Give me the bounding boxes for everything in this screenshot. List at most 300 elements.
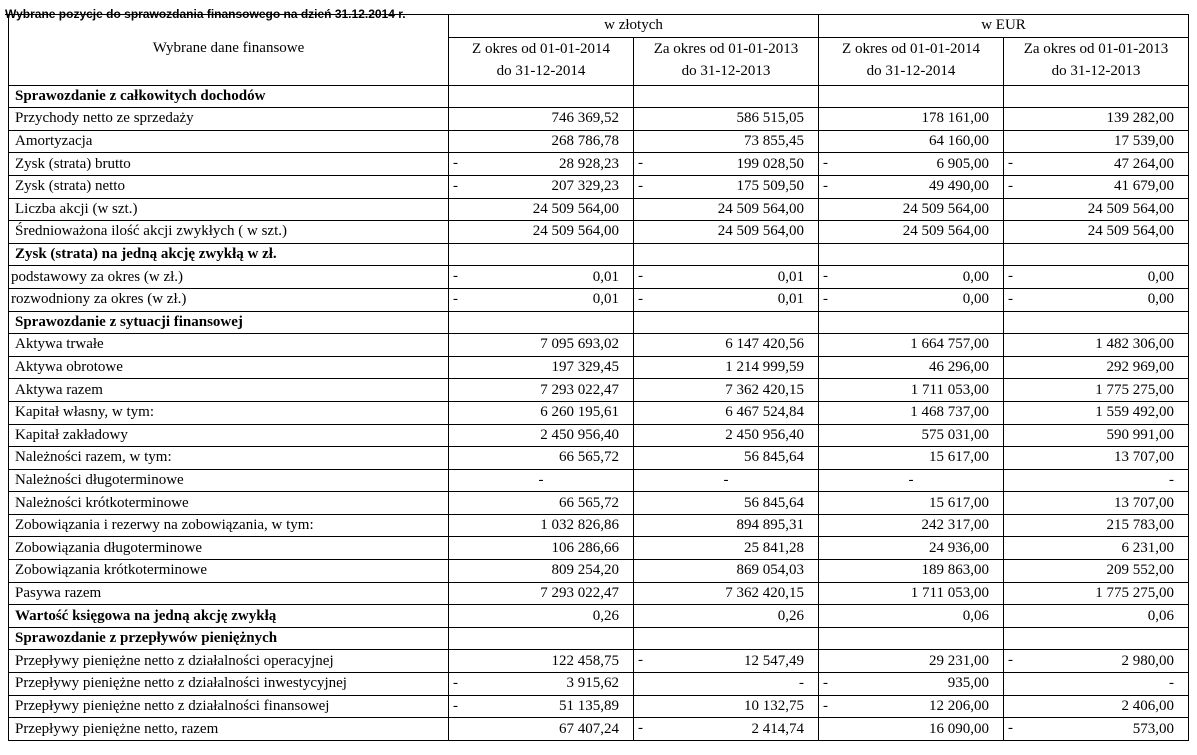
table-row — [9, 673, 1189, 696]
value-cell — [634, 582, 819, 605]
value-cell — [819, 379, 1004, 402]
header-group-eur: w EUR — [819, 15, 1189, 38]
value-text: 24 509 564,00 — [532, 223, 619, 240]
table-row — [9, 108, 1189, 131]
row-label: Przepływy pieniężne netto z działalności finansowej — [9, 695, 449, 718]
value-cell — [819, 108, 1004, 131]
value-cell — [819, 175, 1004, 198]
value-cell — [1004, 582, 1189, 605]
row-label: Aktywa obrotowe — [9, 356, 449, 379]
value-cell — [449, 447, 634, 470]
empty-cell — [1004, 311, 1189, 334]
value-text: 24 509 564,00 — [1087, 200, 1174, 217]
value-cell — [1004, 718, 1189, 741]
value-text: 809 254,20 — [551, 562, 619, 579]
value-cell — [634, 469, 819, 492]
header-period-line1: Z okres od 01-01-2014 — [472, 40, 610, 57]
value-text: 1 214 999,59 — [725, 359, 804, 376]
value-text: 56 845,64 — [744, 449, 804, 466]
value-cell — [819, 221, 1004, 244]
value-text: 6 260 195,61 — [540, 404, 619, 421]
value-cell — [819, 401, 1004, 424]
value-text: 1 468 737,00 — [910, 404, 989, 421]
table-row — [9, 650, 1189, 673]
header-period-pln-2014 — [449, 37, 634, 85]
value-text: 16 090,00 — [929, 720, 989, 737]
value-cell — [634, 560, 819, 583]
value-cell — [819, 650, 1004, 673]
value-cell — [819, 266, 1004, 289]
value-text: 575 031,00 — [921, 426, 989, 443]
header-period-eur-2013 — [1004, 37, 1189, 85]
value-text: 1 559 492,00 — [1095, 404, 1174, 421]
value-text: 586 515,05 — [736, 110, 804, 127]
empty-cell — [1004, 627, 1189, 650]
value-cell — [819, 447, 1004, 470]
value-cell — [449, 130, 634, 153]
value-text: - — [799, 675, 804, 692]
value-text: 24 509 564,00 — [717, 200, 804, 217]
value-cell — [1004, 356, 1189, 379]
value-text: 10 132,75 — [744, 697, 804, 714]
negative-sign: - — [823, 675, 828, 692]
value-cell — [1004, 650, 1189, 673]
value-text: 13 707,00 — [1114, 494, 1174, 511]
value-cell — [819, 288, 1004, 311]
negative-sign: - — [823, 290, 828, 307]
empty-cell — [819, 243, 1004, 266]
table-row — [9, 288, 1189, 311]
section-heading: Sprawozdanie z całkowitych dochodów — [9, 85, 449, 108]
value-text: 122 458,75 — [551, 652, 619, 669]
value-text: 894 895,31 — [736, 517, 804, 534]
value-text: 2 414,74 — [751, 720, 804, 737]
value-cell — [819, 560, 1004, 583]
value-text: 2 450 956,40 — [725, 426, 804, 443]
empty-cell — [819, 627, 1004, 650]
empty-cell — [449, 85, 634, 108]
value-cell — [1004, 695, 1189, 718]
value-text: 0,00 — [962, 291, 989, 308]
value-cell — [449, 673, 634, 696]
section-heading: Sprawozdanie z przepływów pieniężnych — [9, 627, 449, 650]
value-text: 47 264,00 — [1114, 155, 1174, 172]
empty-cell — [634, 85, 819, 108]
value-cell — [634, 288, 819, 311]
value-cell — [819, 605, 1004, 628]
table-row — [9, 266, 1189, 289]
value-text: 1 775 275,00 — [1095, 381, 1174, 398]
value-text: - — [908, 471, 914, 488]
table-row — [9, 447, 1189, 470]
value-cell — [1004, 130, 1189, 153]
header-period-line2: do 31-12-2014 — [866, 62, 956, 79]
row-label: podstawowy za okres (w zł.) — [9, 266, 449, 289]
value-text: 6 147 420,56 — [725, 336, 804, 353]
value-text: 1 711 053,00 — [910, 381, 989, 398]
table-row — [9, 334, 1189, 357]
value-text: - — [723, 471, 729, 488]
value-text: 41 679,00 — [1114, 178, 1174, 195]
value-cell — [819, 718, 1004, 741]
value-cell — [634, 221, 819, 244]
header-period-eur-2014 — [819, 37, 1004, 85]
row-label: Aktywa razem — [9, 379, 449, 402]
header-period-line2: do 31-12-2013 — [1051, 62, 1141, 79]
section-heading: Sprawozdanie z sytuacji finansowej — [9, 311, 449, 334]
row-label: Zobowiązania długoterminowe — [9, 537, 449, 560]
value-text: 0,00 — [1147, 268, 1174, 285]
value-text: 0,00 — [962, 268, 989, 285]
value-text: 0,06 — [1147, 607, 1174, 624]
value-text: 24 509 564,00 — [902, 223, 989, 240]
value-cell — [449, 108, 634, 131]
value-text: 7 095 693,02 — [540, 336, 619, 353]
negative-sign: - — [1008, 268, 1013, 285]
value-text: 242 317,00 — [921, 517, 989, 534]
table-row — [9, 695, 1189, 718]
row-label: Pasywa razem — [9, 582, 449, 605]
value-text: 56 845,64 — [744, 494, 804, 511]
table-row — [9, 605, 1189, 628]
financial-data-table — [8, 14, 1189, 741]
value-text: 1 775 275,00 — [1095, 584, 1174, 601]
empty-cell — [449, 311, 634, 334]
header-period-line1: Za okres od 01-01-2013 — [1023, 40, 1169, 57]
table-row — [9, 560, 1189, 583]
value-cell — [634, 447, 819, 470]
value-cell — [1004, 198, 1189, 221]
value-cell — [634, 492, 819, 515]
value-cell — [1004, 175, 1189, 198]
negative-sign: - — [638, 652, 643, 669]
table-row — [9, 718, 1189, 741]
value-text: 215 783,00 — [1106, 517, 1174, 534]
value-text: 1 711 053,00 — [910, 584, 989, 601]
value-cell — [634, 153, 819, 176]
table-header — [9, 15, 1189, 86]
value-cell — [449, 424, 634, 447]
header-period-pln-2013 — [634, 37, 819, 85]
value-text: 0,26 — [592, 607, 619, 624]
value-text: 292 969,00 — [1106, 359, 1174, 376]
row-label: Zobowiązania krótkoterminowe — [9, 560, 449, 583]
value-text: 6 467 524,84 — [725, 404, 804, 421]
table-row — [9, 221, 1189, 244]
value-text: 0,01 — [592, 268, 619, 285]
value-cell — [819, 582, 1004, 605]
value-text: 24 509 564,00 — [902, 200, 989, 217]
value-text: 268 786,78 — [551, 133, 619, 150]
value-cell — [634, 537, 819, 560]
value-cell — [634, 673, 819, 696]
value-text: - — [1169, 675, 1174, 692]
value-text: 2 980,00 — [1121, 652, 1174, 669]
table-row — [9, 175, 1189, 198]
document-title: Wybrane pozycje do sprawozdania finansowego na dzień 31.12.2014 r. — [5, 7, 406, 21]
header-period-line1: Za okres od 01-01-2013 — [653, 40, 799, 57]
table-row — [9, 153, 1189, 176]
negative-sign: - — [1008, 720, 1013, 737]
header-row-label: Wybrane dane finansowe — [9, 15, 449, 86]
value-text: 66 565,72 — [559, 494, 619, 511]
value-text: 73 855,45 — [744, 133, 804, 150]
row-label: rozwodniony za okres (w zł.) — [9, 288, 449, 311]
header-period-line2: do 31-12-2013 — [681, 62, 771, 79]
value-cell — [1004, 153, 1189, 176]
row-label: Liczba akcji (w szt.) — [9, 198, 449, 221]
table-row — [9, 356, 1189, 379]
empty-cell — [1004, 85, 1189, 108]
row-label: Aktywa trwałe — [9, 334, 449, 357]
empty-cell — [1004, 243, 1189, 266]
value-text: 1 664 757,00 — [910, 336, 989, 353]
value-text: 106 286,66 — [551, 539, 619, 556]
value-cell — [819, 153, 1004, 176]
negative-sign: - — [823, 155, 828, 172]
negative-sign: - — [453, 697, 458, 714]
value-text: 0,01 — [592, 291, 619, 308]
table-row — [9, 582, 1189, 605]
value-cell — [1004, 673, 1189, 696]
value-cell — [634, 266, 819, 289]
value-text: 175 509,50 — [736, 178, 804, 195]
empty-cell — [449, 627, 634, 650]
value-cell — [819, 695, 1004, 718]
value-text: 573,00 — [1132, 720, 1174, 737]
value-cell — [1004, 605, 1189, 628]
table-row — [9, 401, 1189, 424]
value-text: 29 231,00 — [929, 652, 989, 669]
value-cell — [449, 514, 634, 537]
negative-sign: - — [823, 268, 828, 285]
negative-sign: - — [453, 155, 458, 172]
value-cell — [1004, 334, 1189, 357]
section-row — [9, 243, 1189, 266]
value-text: 869 054,03 — [736, 562, 804, 579]
value-cell — [449, 288, 634, 311]
value-cell — [449, 175, 634, 198]
value-cell — [634, 334, 819, 357]
empty-cell — [819, 311, 1004, 334]
value-text: 0,01 — [777, 291, 804, 308]
value-cell — [634, 379, 819, 402]
value-cell — [449, 695, 634, 718]
value-text: 139 282,00 — [1106, 110, 1174, 127]
value-cell — [1004, 288, 1189, 311]
value-cell — [449, 379, 634, 402]
row-label: Zysk (strata) netto — [9, 175, 449, 198]
negative-sign: - — [638, 268, 643, 285]
value-cell — [449, 334, 634, 357]
section-row — [9, 85, 1189, 108]
empty-cell — [634, 243, 819, 266]
value-text: 15 617,00 — [929, 449, 989, 466]
value-text: - — [1169, 471, 1174, 488]
value-cell — [634, 718, 819, 741]
value-text: 51 135,89 — [559, 697, 619, 714]
value-text: 0,06 — [962, 607, 989, 624]
empty-cell — [634, 311, 819, 334]
value-cell — [1004, 560, 1189, 583]
value-text: 6 905,00 — [936, 155, 989, 172]
value-cell — [1004, 469, 1189, 492]
value-cell — [449, 650, 634, 673]
value-cell — [634, 130, 819, 153]
table-row — [9, 469, 1189, 492]
row-label: Wartość księgowa na jedną akcję zwykłą — [9, 605, 449, 628]
value-cell — [449, 718, 634, 741]
row-label: Przepływy pieniężne netto, razem — [9, 718, 449, 741]
row-label: Zobowiązania i rezerwy na zobowiązania, w tym: — [9, 514, 449, 537]
negative-sign: - — [638, 720, 643, 737]
value-cell — [819, 130, 1004, 153]
value-cell — [449, 469, 634, 492]
value-cell — [819, 469, 1004, 492]
row-label: Przepływy pieniężne netto z działalności operacyjnej — [9, 650, 449, 673]
header-period-line1: Z okres od 01-01-2014 — [842, 40, 980, 57]
value-text: 7 362 420,15 — [725, 381, 804, 398]
value-cell — [449, 401, 634, 424]
value-text: 7 293 022,47 — [540, 381, 619, 398]
value-cell — [1004, 514, 1189, 537]
value-cell — [449, 537, 634, 560]
table-row — [9, 492, 1189, 515]
header-period-line2: do 31-12-2014 — [496, 62, 586, 79]
value-cell — [634, 108, 819, 131]
value-text: 17 539,00 — [1114, 133, 1174, 150]
value-text: 1 032 826,86 — [540, 517, 619, 534]
value-cell — [1004, 108, 1189, 131]
value-text: 28 928,23 — [559, 155, 619, 172]
section-row — [9, 627, 1189, 650]
row-label: Należności razem, w tym: — [9, 447, 449, 470]
negative-sign: - — [638, 155, 643, 172]
value-text: 1 482 306,00 — [1095, 336, 1174, 353]
value-text: 25 841,28 — [744, 539, 804, 556]
value-cell — [819, 673, 1004, 696]
value-text: 0,26 — [777, 607, 804, 624]
value-cell — [634, 356, 819, 379]
row-label: Należności długoterminowe — [9, 469, 449, 492]
value-text: 0,01 — [777, 268, 804, 285]
value-cell — [1004, 447, 1189, 470]
value-text: 15 617,00 — [929, 494, 989, 511]
value-cell — [449, 266, 634, 289]
value-cell — [819, 514, 1004, 537]
table-row — [9, 537, 1189, 560]
value-text: 13 707,00 — [1114, 449, 1174, 466]
value-text: 24 936,00 — [929, 539, 989, 556]
negative-sign: - — [453, 290, 458, 307]
empty-cell — [634, 627, 819, 650]
value-cell — [1004, 221, 1189, 244]
value-cell — [1004, 424, 1189, 447]
row-label: Zysk (strata) brutto — [9, 153, 449, 176]
value-cell — [449, 153, 634, 176]
value-cell — [634, 650, 819, 673]
row-label: Należności krótkoterminowe — [9, 492, 449, 515]
header-group-pln: w złotych — [449, 15, 819, 38]
value-cell — [634, 514, 819, 537]
value-text: 189 863,00 — [921, 562, 989, 579]
value-cell — [819, 198, 1004, 221]
value-cell — [819, 492, 1004, 515]
empty-cell — [819, 85, 1004, 108]
value-text: 590 991,00 — [1106, 426, 1174, 443]
value-cell — [819, 334, 1004, 357]
value-text: 935,00 — [947, 675, 989, 692]
value-cell — [634, 424, 819, 447]
value-cell — [1004, 266, 1189, 289]
value-text: 2 406,00 — [1121, 697, 1174, 714]
negative-sign: - — [453, 268, 458, 285]
value-text: 207 329,23 — [551, 178, 619, 195]
row-label: Amortyzacja — [9, 130, 449, 153]
table-row — [9, 130, 1189, 153]
negative-sign: - — [453, 177, 458, 194]
value-text: 7 293 022,47 — [540, 584, 619, 601]
value-text: 178 161,00 — [921, 110, 989, 127]
value-cell — [819, 356, 1004, 379]
value-text: 7 362 420,15 — [725, 584, 804, 601]
value-cell — [449, 605, 634, 628]
negative-sign: - — [1008, 652, 1013, 669]
value-cell — [819, 424, 1004, 447]
value-text: 12 547,49 — [744, 652, 804, 669]
value-cell — [634, 695, 819, 718]
value-text: 6 231,00 — [1121, 539, 1174, 556]
negative-sign: - — [1008, 290, 1013, 307]
value-cell — [1004, 492, 1189, 515]
value-cell — [1004, 537, 1189, 560]
value-cell — [449, 221, 634, 244]
value-cell — [449, 582, 634, 605]
negative-sign: - — [638, 177, 643, 194]
value-cell — [1004, 401, 1189, 424]
negative-sign: - — [638, 290, 643, 307]
value-text: - — [538, 471, 544, 488]
row-label: Przychody netto ze sprzedaży — [9, 108, 449, 131]
table-row — [9, 198, 1189, 221]
value-text: 49 490,00 — [929, 178, 989, 195]
value-cell — [1004, 379, 1189, 402]
header-row-groups — [9, 15, 1189, 38]
value-cell — [634, 175, 819, 198]
value-text: 46 296,00 — [929, 359, 989, 376]
value-text: 0,00 — [1147, 291, 1174, 308]
value-text: 66 565,72 — [559, 449, 619, 466]
negative-sign: - — [823, 177, 828, 194]
value-cell — [449, 198, 634, 221]
value-cell — [634, 198, 819, 221]
value-text: 24 509 564,00 — [532, 200, 619, 217]
value-cell — [449, 356, 634, 379]
table-row — [9, 379, 1189, 402]
negative-sign: - — [453, 675, 458, 692]
negative-sign: - — [823, 697, 828, 714]
section-heading: Zysk (strata) na jedną akcję zwykłą w zł. — [9, 243, 449, 266]
section-row — [9, 311, 1189, 334]
value-cell — [449, 560, 634, 583]
value-text: 197 329,45 — [551, 359, 619, 376]
value-text: 64 160,00 — [929, 133, 989, 150]
value-text: 746 369,52 — [551, 110, 619, 127]
value-text: 24 509 564,00 — [717, 223, 804, 240]
row-label: Kapitał zakładowy — [9, 424, 449, 447]
value-cell — [819, 537, 1004, 560]
value-text: 199 028,50 — [736, 155, 804, 172]
